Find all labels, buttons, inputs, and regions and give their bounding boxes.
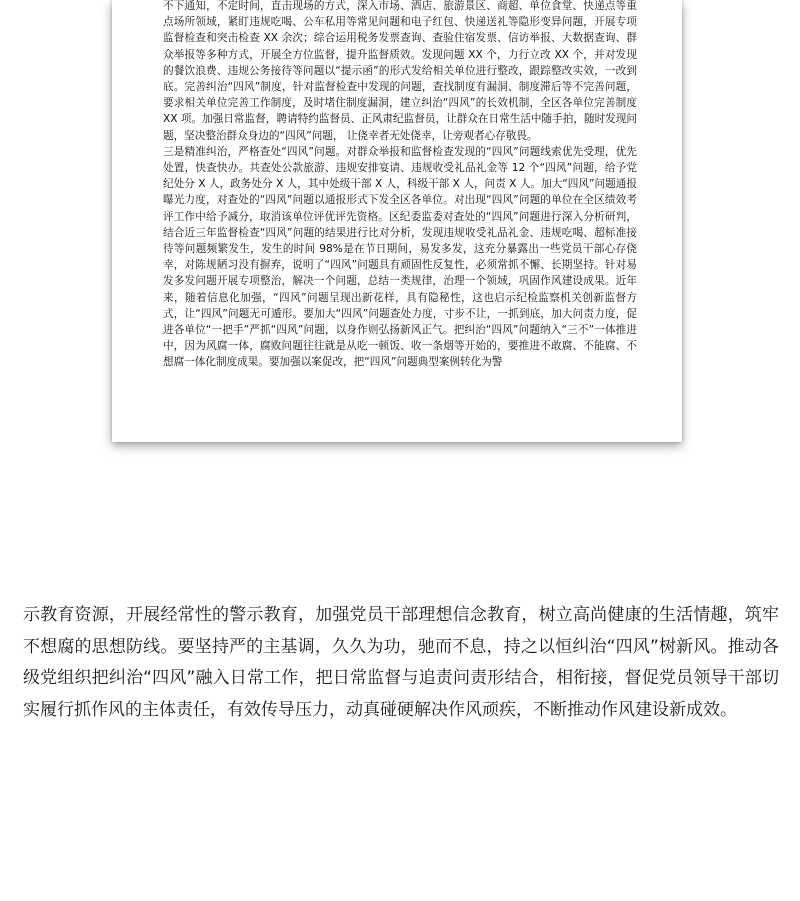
document-page-preview	[112, 0, 682, 442]
document-page-text: 不下通知，不定时间，直击现场的方式，深入市场、酒店、旅游景区、商超、单位食堂、快递点等重点场所领域，紧盯违规吃喝、公车私用等常见问题和电子红包、快递送礼等隐形变异问题，开展专项监督检查和突击检查 XX 余次；综合运用税务发票查询、查验住宿发票、信访举报、大数据查询、群众举报等多种方式，开展全方位监督，提升监督质效。发现问题 XX 个，力行立改 XX 个，并对发现的餐饮浪费、违规公务接待等问题以“提示函”的形式发给相关单位进行整改，跟踪整改实效，一改到底。完善纠治“四风”制度，针对监督检查中发现的问题，查找制度有漏洞、制度滞后等不完善问题，要求相关单位完善工作制度，及时堵住制度漏洞，建立纠治“四风”的长效机制，全区各单位完善制度 XX 项。加强日常监督，聘请特约监督员、正风肃纪监督员，让群众在日常生活中随手拍，随时发现问题，坚决整治群众身边的“四风”问题， 让侥幸者无处侥幸，让旁观者心存敬畏。 三是精准纠治，严格查处“四风”问题。对群众举报和监督检查发现的“四风”问题线索优先受理，优先处置，快查快办。共查处公款旅游、违规安排宴请、违规收受礼品礼金等 12 个“四风”问题，给予党纪处分 X 人，政务处分 X 人，其中处级干部 X 人，科级干部 X 人，问责 X 人。加大“四风”问题通报曝光力度，对查处的“四风”问题以通报形式下发全区各单位。对出现“四风”问题的单位在全区绩效考评工作中给予减分，取消该单位评优评先资格。区纪委监委对查处的“四风”问题进行深入分析研判，结合近三年监督检查“四风”问题的结果进行比对分析，发现违规收受礼品礼金、违规吃喝、超标准接待等问题频繁发生，发生的时间 98%是在节日期间，易发多发，这充分暴露出一些党员干部心存侥幸，对陈规陋习没有摒弃，说明了“四风”问题具有顽固性反复性，必须常抓不懈、长期坚持。针对易发多发问题开展专项整治，解决一个问题，总结一类规律，治理一个领域，巩固作风建设成果。近年来，随着信息化加强，“四风”问题呈现出新花样，具有隐秘性，这也启示纪检监察机关创新监督方式，让“四风”问题无可遁形。要加大“四风”问题查处力度，寸步不让，一抓到底，加大问责力度，促进各单位“一把手”严抓“四风”问题，以身作则弘扬新风正气。把纠治“四风”问题纳入“三不”一体推进中，因为风腐一体，腐败问题往往就是从吃一顿饭、收一条烟等开始的，要推进不敢腐、不能腐、不想腐一体化制度成果。要加强以案促改，把“四风”问题典型案例转化为警	[163, 0, 637, 369]
continuation-paragraph: 示教育资源，开展经常性的警示教育，加强党员干部理想信念教育，树立高尚健康的生活情趣，筑牢不想腐的思想防线。要坚持严的主基调，久久为功，驰而不息，持之以恒纠治“四风”树新风。推动各级党组织把纠治“四风”融入日常工作，把日常监督与追责问责形结合，相衔接，督促党员领导干部切实履行抓作风的主体责任，有效传导压力，动真碰硬解决作风顽疾，不断推动作风建设新成效。	[23, 605, 779, 720]
